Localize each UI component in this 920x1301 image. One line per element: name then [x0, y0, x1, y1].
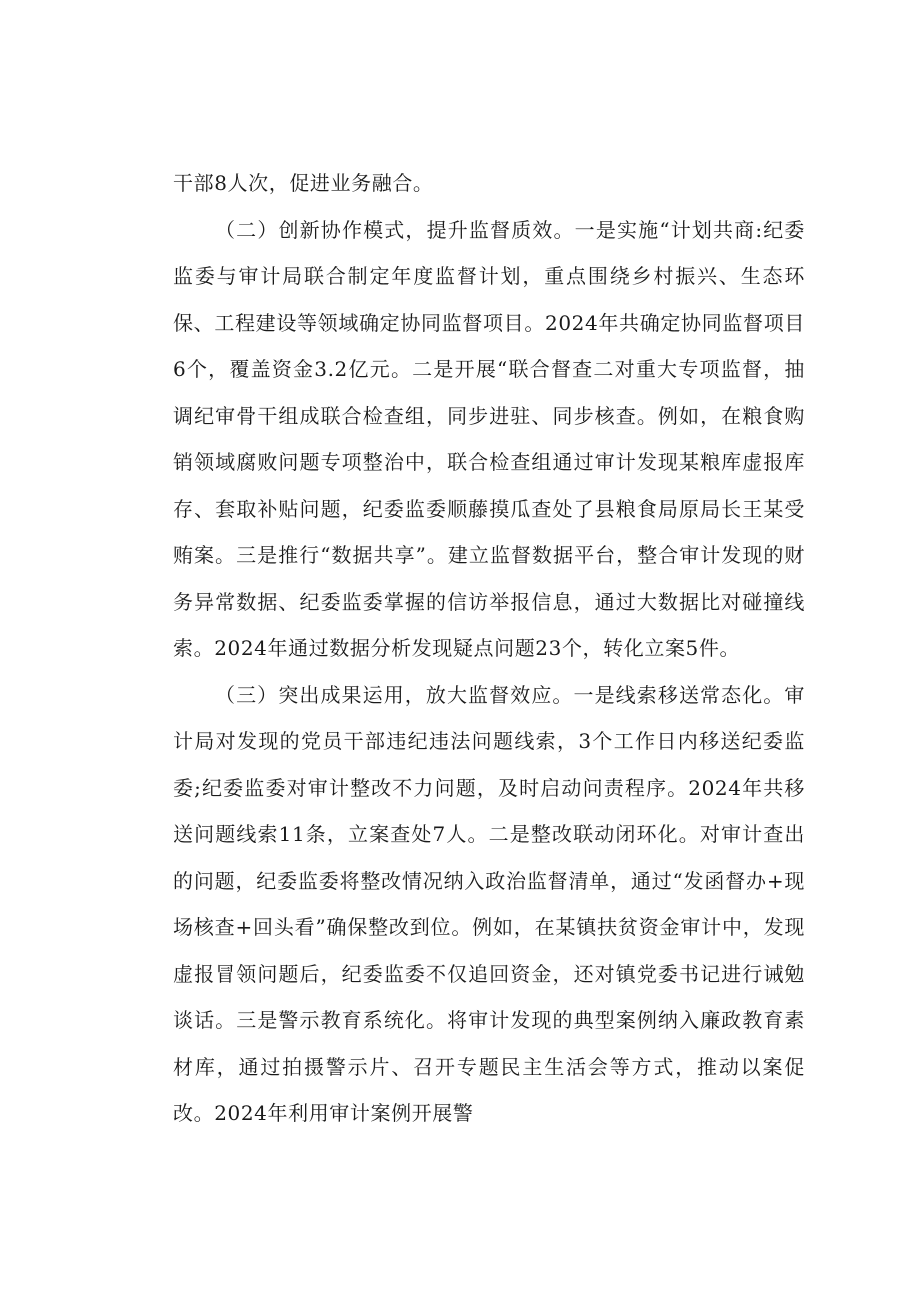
- paragraph-section-two: （二）创新协作模式，提升监督质效。一是实施“计划共商:纪委监委与审计局联合制定年度监督计划，重点围绕乡村振兴、生态环保、工程建设等领域确定协同监督项目。2024年共确定协同监督项目6个，覆盖资金3.2亿元。二是开展“联合督查二对重大专项监督，抽调纪审骨干组成联合检查组，同步进驻、同步核查。例如，在粮食购销领域腐败问题专项整治中，联合检查组通过审计发现某粮库虚报库存、套取补贴问题，纪委监委顺藤摸瓜查处了县粮食局原局长王某受贿案。三是推行“数据共享”。建立监督数据平台，整合审计发现的财务异常数据、纪委监委掌握的信访举报信息，通过大数据比对碰撞线索。2024年通过数据分析发现疑点问题23个，转化立案5件。: [173, 217, 805, 660]
- document-body: [173, 160, 805, 1137]
- paragraph-section-three: （三）突出成果运用，放大监督效应。一是线索移送常态化。审计局对发现的党员干部违纪违法问题线索，3个工作日内移送纪委监委;纪委监委对审计整改不力问题，及时启动问责程序。2024年共移送问题线索11条，立案查处7人。二是整改联动闭环化。对审计查出的问题，纪委监委将整改情况纳入政治监督清单，通过“发函督办+现场核查+回头看”确保整改到位。例如，在某镇扶贫资金审计中，发现虚报冒领问题后，纪委监委不仅追回资金，还对镇党委书记进行诫勉谈话。三是警示教育系统化。将审计发现的典型案例纳入廉政教育素材库，通过拍摄警示片、召开专题民主生活会等方式，推动以案促改。2024年利用审计案例开展警: [173, 682, 805, 1125]
- paragraph-continuation: 干部8人次，促进业务融合。: [173, 171, 434, 195]
